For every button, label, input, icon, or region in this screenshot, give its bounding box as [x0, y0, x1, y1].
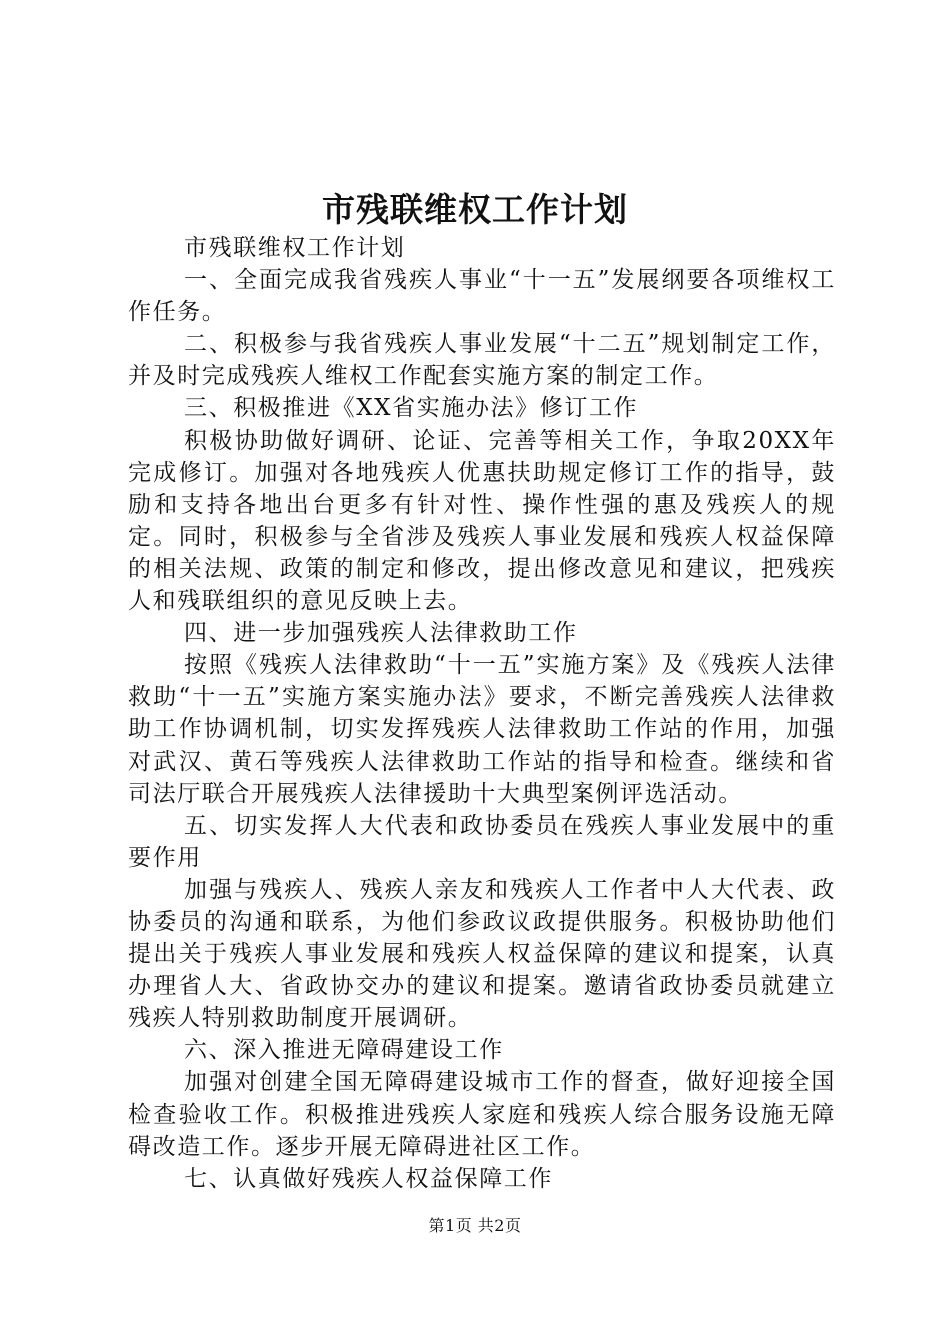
section-heading: 七、认真做好残疾人权益保障工作 — [184, 1165, 553, 1192]
page-number-footer: 第1页 共2页 — [428, 1216, 522, 1235]
paragraph: 二、积极参与我省残疾人事业发展“十二五”规划制定工作，并及时完成残疾人维权工作配套实施方案的制定工作。 — [128, 331, 836, 390]
section-heading: 四、进一步加强残疾人法律救助工作 — [184, 620, 578, 647]
section-heading: 三、积极推进《XX省实施办法》修订工作 — [184, 395, 639, 422]
paragraph: 积极协助做好调研、论证、完善等相关工作，争取20XX年完成修订。加强对各地残疾人优惠扶助规定修订工作的指导，鼓励和支持各地出台更多有针对性、操作性强的惠及残疾人的规定。同时，积极参与全省涉及残疾人事业发展和残疾人权益保障的相关法规、政策的制定和修改，提出修改意见和建议，把残疾人和残联组织的意见反映上去。 — [128, 427, 836, 615]
document-title: 市残联维权工作计划 — [322, 190, 628, 229]
section-heading: 五、切实发挥人大代表和政协委员在残疾人事业发展中的重要作用 — [128, 812, 836, 871]
paragraph: 按照《残疾人法律救助“十一五”实施方案》及《残疾人法律救助“十一五”实施方案实施办法》要求，不断完善残疾人法律救助工作协调机制，切实发挥残疾人法律救助工作站的作用，加强对武汉、黄石等残疾人法律救助工作站的指导和检查。继续和省司法厅联合开展残疾人法律援助十大典型案例评选活动。 — [128, 652, 836, 807]
paragraph: 市残联维权工作计划 — [184, 235, 406, 261]
paragraph: 一、全面完成我省残疾人事业“十一五”发展纲要各项维权工作任务。 — [128, 267, 836, 326]
paragraph: 加强与残疾人、残疾人亲友和残疾人工作者中人大代表、政协委员的沟通和联系，为他们参政议政提供服务。积极协助他们提出关于残疾人事业发展和残疾人权益保障的建议和提案，认真办理省人大、省政协交办的建议和提案。邀请省政协委员就建立残疾人特别救助制度开展调研。 — [128, 876, 836, 1032]
paragraph: 加强对创建全国无障碍建设城市工作的督查，做好迎接全国检查验收工作。积极推进残疾人家庭和残疾人综合服务设施无障碍改造工作。逐步开展无障碍进社区工作。 — [128, 1069, 836, 1160]
document-body — [128, 232, 836, 1195]
section-heading: 六、深入推进无障碍建设工作 — [184, 1037, 504, 1064]
